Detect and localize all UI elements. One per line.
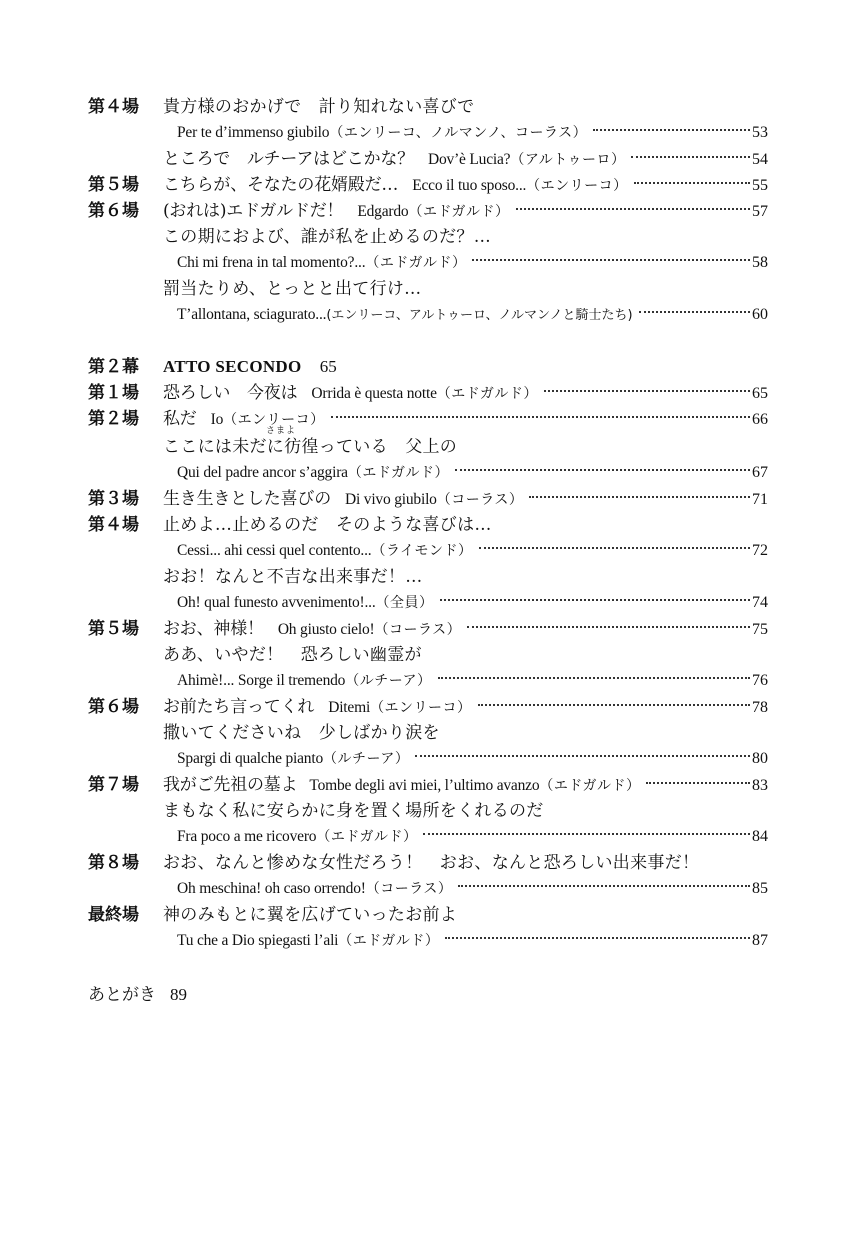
toc-entry[interactable]: [163, 172, 768, 198]
page-number: 78: [752, 699, 768, 716]
italian-title: Edgardo: [357, 203, 409, 220]
role-name: （コーラス）: [374, 622, 462, 638]
page-number: 58: [752, 254, 768, 271]
act-label: 第２幕: [88, 357, 139, 377]
scene-label: 第１場: [88, 383, 139, 403]
toc-row: [0, 538, 852, 564]
toc-row: [0, 720, 852, 746]
page-number: 74: [752, 594, 768, 611]
italian-title: Ecco il tuo sposo...: [412, 177, 527, 194]
toc-entry[interactable]: [163, 694, 768, 720]
toc-row: [0, 876, 852, 902]
scene-label: 第４場: [88, 515, 139, 535]
act-heading: [0, 354, 852, 380]
italian-title: Ahimè!... Sorge il tremendo: [177, 672, 346, 689]
italian-title: T’allontana, sciagurato...: [177, 306, 327, 323]
japanese-title: ああ、いやだ！ 恐ろしい幽霊が: [163, 645, 422, 665]
role-name: (エンリーコ、アルトゥーロ、ノルマンノと騎士たち): [326, 308, 633, 323]
toc-row: [0, 94, 852, 120]
scene-label: 第２場: [88, 409, 139, 429]
page-number: 67: [752, 464, 768, 481]
japanese-title: 止めよ…止めるのだ そのような喜びは…: [163, 515, 492, 535]
toc-row: [0, 590, 852, 616]
toc-row: [0, 746, 852, 772]
italian-title: Chi mi frena in tal momento?...: [177, 254, 366, 271]
japanese-title: 貴方様のおかげで 計り知れない喜びで: [163, 97, 475, 117]
scene-label: 第４場: [88, 97, 139, 117]
leader-dots: [634, 182, 750, 184]
japanese-title: おお！なんと不吉な出来事だ！…: [163, 567, 423, 587]
italian-title: Tu che a Dio spiegasti l’ali: [177, 932, 339, 949]
toc-entry[interactable]: [177, 746, 768, 772]
japanese-title: 撒いてくださいね 少しばかり涙を: [163, 723, 440, 743]
role-name: （ルチーア）: [323, 751, 410, 767]
toc-row: [0, 172, 852, 198]
scene-label: 最終場: [88, 905, 139, 925]
leader-dots: [593, 129, 750, 131]
toc-entry[interactable]: [163, 616, 768, 642]
leader-dots: [415, 755, 750, 757]
japanese-title: おお、なんと惨めな女性だろう！ おお、なんと恐ろしい出来事だ！: [163, 853, 700, 873]
italian-title: Per te d’immenso giubilo: [177, 124, 330, 141]
italian-title: Di vivo giubilo: [345, 491, 437, 508]
scene-label: 第３場: [88, 489, 139, 509]
leader-dots: [646, 782, 750, 784]
toc-entry[interactable]: [177, 120, 768, 146]
italian-title: Spargi di qualche pianto: [177, 750, 324, 767]
page-number: 72: [752, 542, 768, 559]
japanese-title: おお、神様！: [163, 619, 264, 639]
toc-entry[interactable]: [163, 772, 768, 798]
leader-dots: [467, 626, 750, 628]
page-number: 71: [752, 491, 768, 508]
leader-dots: [455, 469, 750, 471]
italian-title: Tombe degli avi miei, l’ultimo avanzo: [309, 777, 540, 794]
italian-title: Oh! qual funesto avvenimento!...: [177, 594, 376, 611]
toc-entry[interactable]: [177, 590, 768, 616]
scene-label: 第６場: [88, 697, 139, 717]
toc-row: [0, 406, 852, 432]
scene-label: 第５場: [88, 619, 139, 639]
toc-row: [0, 198, 852, 224]
leader-dots: [529, 496, 750, 498]
toc-row: [0, 276, 852, 302]
toc-row: [0, 250, 852, 276]
toc-row: [0, 434, 852, 460]
role-name: （エドガルド）: [436, 386, 538, 402]
page-number: 80: [752, 750, 768, 767]
toc-entry[interactable]: [163, 146, 768, 172]
page-number: 55: [752, 177, 768, 194]
role-name: （アルトゥーロ）: [510, 152, 626, 168]
toc-row: [0, 120, 852, 146]
page-number: 87: [752, 932, 768, 949]
toc-entry[interactable]: [177, 668, 768, 694]
leader-dots: [423, 833, 750, 835]
japanese-title: 罰当たりめ、とっとと出て行け…: [163, 279, 422, 299]
toc-row: [0, 564, 852, 590]
toc-row: [0, 380, 852, 406]
page-number: 60: [752, 306, 768, 323]
toc-row: [0, 668, 852, 694]
page-number: 54: [752, 151, 768, 168]
japanese-title: お前たち言ってくれ: [163, 697, 315, 717]
scene-label: 第６場: [88, 201, 139, 221]
leader-dots: [445, 937, 750, 939]
toc-row: [0, 302, 852, 328]
toc-entry[interactable]: [163, 380, 768, 406]
leader-dots: [472, 259, 750, 261]
italian-title: Orrida è questa notte: [311, 385, 437, 402]
italian-title: Dov’è Lucia?: [427, 151, 511, 168]
act-title: ATTO SECONDO: [163, 357, 302, 376]
toc-entry[interactable]: [177, 460, 768, 486]
japanese-title: 恐ろしい 今夜は: [163, 383, 298, 403]
toc-row: [0, 772, 852, 798]
scene-label: 第５場: [88, 175, 139, 195]
role-name: （エドガルド）: [347, 465, 449, 481]
italian-title: Ditemi: [328, 699, 371, 716]
leader-dots: [479, 547, 750, 549]
japanese-title: (おれは)エドガルドだ！: [163, 201, 344, 221]
role-name: （エドガルド）: [539, 778, 641, 794]
leader-dots: [458, 885, 750, 887]
leader-dots: [516, 208, 750, 210]
page-number: 75: [752, 621, 768, 638]
role-name: （コーラス）: [436, 492, 524, 508]
toc-entry[interactable]: [177, 302, 768, 328]
role-name: （エンリーコ）: [370, 700, 472, 716]
toc-row: [0, 798, 852, 824]
toc-row: [0, 224, 852, 250]
toc-row: [0, 512, 852, 538]
page-number: 57: [752, 203, 768, 220]
role-name: （全員）: [375, 595, 434, 611]
role-name: （エンリーコ）: [223, 412, 325, 428]
scene-label: 第７場: [88, 775, 139, 795]
role-name: （ライモンド）: [371, 543, 473, 559]
leader-dots: [544, 390, 750, 392]
toc-row: [0, 616, 852, 642]
japanese-title: ここには未だに彷徨っている 父上の: [163, 437, 458, 457]
toc-row: [0, 850, 852, 876]
role-name: （コーラス）: [365, 881, 453, 897]
japanese-title: 我がご先祖の墓よ: [163, 775, 298, 795]
toc-row: [0, 824, 852, 850]
page-number: 65: [319, 357, 337, 376]
toc-entry[interactable]: [177, 824, 768, 850]
leader-dots: [440, 599, 751, 601]
toc-entry[interactable]: [163, 406, 768, 432]
act-title-line[interactable]: [163, 354, 337, 380]
japanese-title: 生き生きとした喜びの: [163, 489, 331, 509]
page-number: 53: [752, 124, 768, 141]
leader-dots: [631, 156, 750, 158]
page-number: 85: [752, 880, 768, 897]
italian-title: Oh meschina! oh caso orrendo!: [177, 880, 366, 897]
toc-entry[interactable]: [177, 250, 768, 276]
role-name: （エドガルド）: [408, 204, 510, 220]
leader-dots: [438, 677, 750, 679]
italian-title: Io: [210, 411, 224, 428]
ruby-reading: さまよ: [266, 426, 297, 436]
toc-row: [0, 460, 852, 486]
toc-entry[interactable]: [177, 876, 768, 902]
japanese-title: こちらが、そなたの花婿殿だ…: [163, 175, 399, 195]
toc-row: [0, 486, 852, 512]
page-number: 84: [752, 828, 768, 845]
role-name: （ルチーア）: [345, 673, 432, 689]
toc-entry[interactable]: [177, 928, 768, 954]
page-number: 89: [170, 985, 187, 1004]
role-name: （エドガルド）: [316, 829, 418, 845]
role-name: （エンリーコ、ノルマンノ、コーラス）: [329, 125, 588, 141]
toc-row: [0, 902, 852, 928]
page-number: 66: [752, 411, 768, 428]
afterword-entry[interactable]: [88, 982, 187, 1008]
toc-row: [0, 642, 852, 668]
role-name: （エドガルド）: [365, 255, 467, 271]
toc-row: [0, 928, 852, 954]
leader-dots: [331, 416, 750, 418]
toc-row: [0, 694, 852, 720]
italian-title: Oh giusto cielo!: [277, 621, 375, 638]
page-number: 83: [752, 777, 768, 794]
page-number: 76: [752, 672, 768, 689]
scene-label: 第８場: [88, 853, 139, 873]
toc-entry[interactable]: [163, 486, 768, 512]
afterword-label: あとがき: [88, 985, 156, 1005]
japanese-title: 神のみもとに翼を広げていったお前よ: [163, 905, 458, 925]
page-number: 65: [752, 385, 768, 402]
italian-title: Fra poco a me ricovero: [177, 828, 317, 845]
japanese-title: 私だ: [163, 409, 197, 429]
role-name: （エドガルド）: [338, 933, 440, 949]
role-name: （エンリーコ）: [526, 178, 628, 194]
toc-entry[interactable]: [163, 198, 768, 224]
japanese-title: まもなく私に安らかに身を置く場所をくれるのだ: [163, 801, 544, 821]
leader-dots: [639, 311, 750, 313]
japanese-title: この期におよび、誰が私を止めるのだ？…: [163, 227, 492, 247]
italian-title: Qui del padre ancor s’aggira: [177, 464, 348, 481]
japanese-title: ところで ルチーアはどこかな？: [163, 149, 414, 169]
toc-entry[interactable]: [177, 538, 768, 564]
leader-dots: [478, 704, 750, 706]
italian-title: Cessi... ahi cessi quel contento...: [177, 542, 372, 559]
toc-row: [0, 146, 852, 172]
